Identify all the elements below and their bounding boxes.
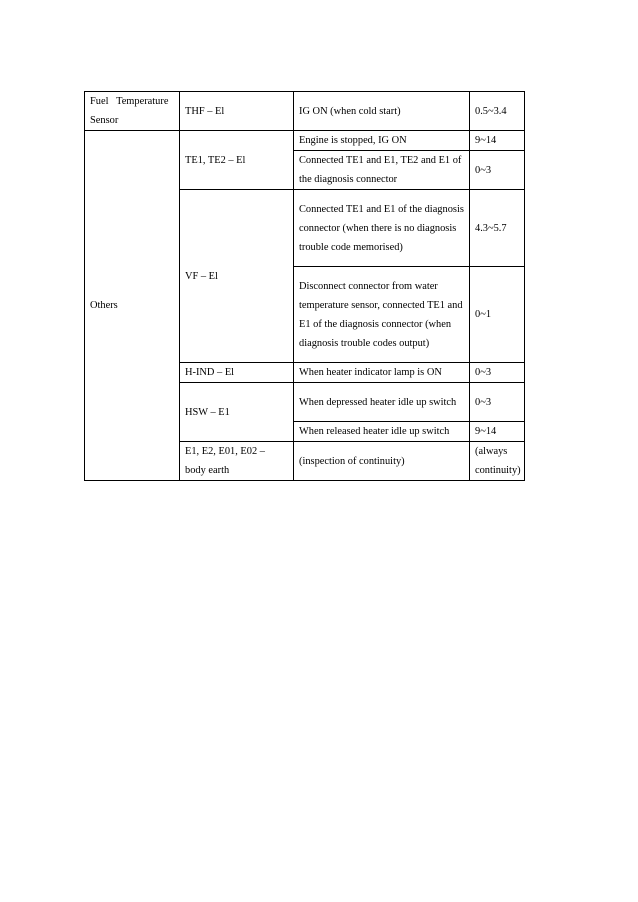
value-cell: 0.5~3.4 (470, 92, 525, 131)
table-row (85, 92, 525, 131)
terminal-cell: E1, E2, E01, E02 – body earth (180, 442, 294, 481)
condition-cell: When released heater idle up switch (294, 422, 470, 442)
terminal-cell: THF – El (180, 92, 294, 131)
condition-cell: When heater indicator lamp is ON (294, 363, 470, 383)
value-cell: (always continuity) (470, 442, 525, 481)
item-label: Sensor (90, 115, 119, 126)
value-cell: 9~14 (470, 131, 525, 151)
terminal-cell: H-IND – El (180, 363, 294, 383)
condition-cell: Engine is stopped, IG ON (294, 131, 470, 151)
inspection-table (84, 91, 525, 481)
item-cell-others: Others (85, 131, 180, 481)
value-cell: 9~14 (470, 422, 525, 442)
condition-cell: (inspection of continuity) (294, 442, 470, 481)
value-cell: 0~1 (470, 267, 525, 363)
item-cell (85, 92, 180, 131)
terminal-cell: TE1, TE2 – El (180, 131, 294, 190)
item-label: Fuel Temperature (90, 96, 169, 107)
terminal-cell: VF – El (180, 190, 294, 363)
table-row (85, 131, 525, 151)
value-cell: 0~3 (470, 151, 525, 190)
condition-cell: Disconnect connector from water temperature sensor, connected TE1 and E1 of the diagnosis connector (when diagnosis trouble codes output) (294, 267, 470, 363)
condition-cell: When depressed heater idle up switch (294, 383, 470, 422)
condition-cell: IG ON (when cold start) (294, 92, 470, 131)
terminal-cell: HSW – E1 (180, 383, 294, 442)
value-cell: 0~3 (470, 363, 525, 383)
condition-cell: Connected TE1 and E1, TE2 and E1 of the diagnosis connector (294, 151, 470, 190)
value-cell: 0~3 (470, 383, 525, 422)
condition-cell: Connected TE1 and E1 of the diagnosis connector (when there is no diagnosis trouble code memorised) (294, 190, 470, 267)
value-cell: 4.3~5.7 (470, 190, 525, 267)
